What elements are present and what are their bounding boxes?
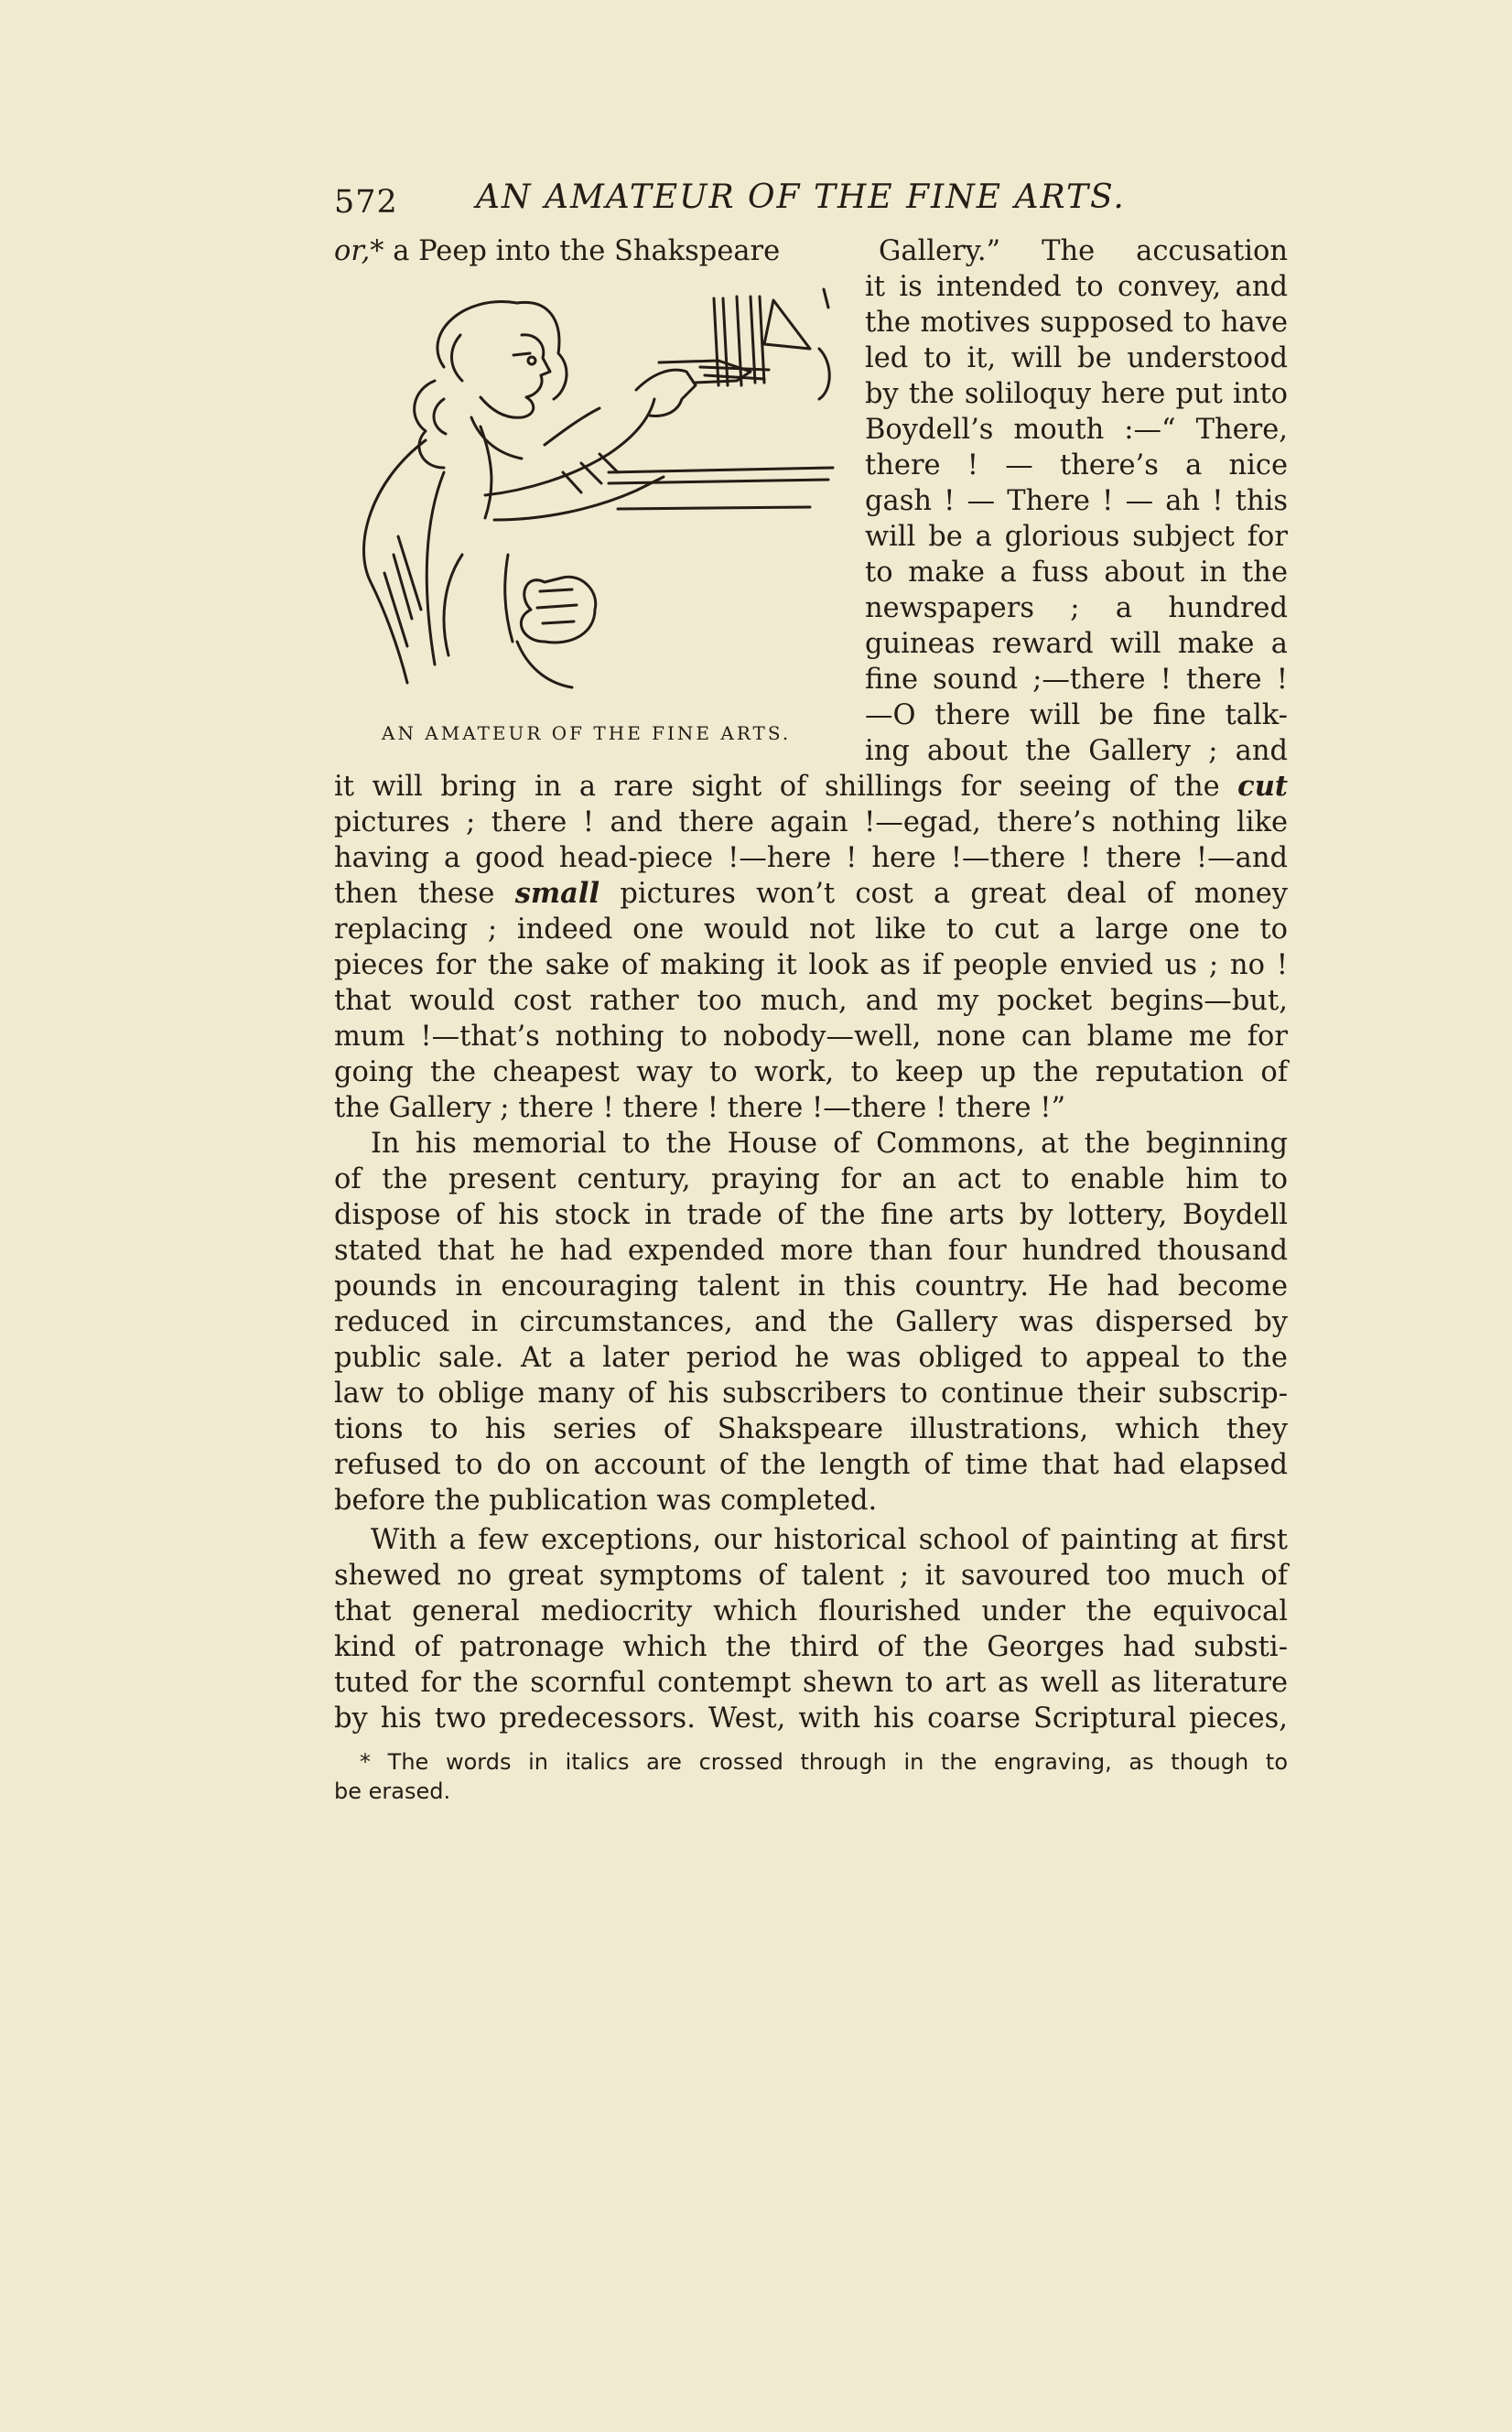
text-line: tuted for the scornful contempt shewn to art as well as literature: [334, 1667, 1288, 1699]
wrapped-text-column: [865, 269, 1288, 769]
text-line: by his two predecessors. West, with his coarse Scriptural pieces,: [334, 1702, 1288, 1735]
frame-outline: [714, 297, 741, 385]
text-line: pictures ; there ! and there again !—egad, there’s nothing like: [334, 806, 1288, 838]
opening-line: [334, 233, 1288, 269]
text-line: the Gallery ; there ! there ! there !—there ! there !”: [334, 1092, 1066, 1124]
text-line: public sale. At a later period he was obliged to appeal to the: [334, 1342, 1288, 1374]
text-line: refused to do on account of the length of time that had elapsed: [334, 1449, 1288, 1481]
book-page: [334, 178, 1288, 1806]
text-line: before the publication was completed.: [334, 1485, 878, 1517]
page-number: 572: [334, 184, 398, 221]
wrap-line: newspapers ; a hundred: [865, 592, 1288, 624]
wrap-line: it is intended to convey, and: [865, 271, 1288, 303]
text-line: tions to his series of Shakspeare illustrations, which they: [334, 1413, 1288, 1445]
text-line: going the cheapest way to work, to keep up the reputation of: [334, 1056, 1288, 1088]
text-line: stated that he had expended more than four hundred thousand: [334, 1235, 1288, 1267]
text-line: mum !—that’s nothing to nobody—well, none can blame me for: [334, 1021, 1288, 1053]
text-line: shewed no great symptoms of talent ; it savoured too much of: [334, 1560, 1288, 1592]
italic-cut: cut: [1237, 770, 1288, 803]
paragraph-historical-school: [334, 1522, 1288, 1736]
text-line: replacing ; indeed one would not like to cut a large one to: [334, 913, 1288, 946]
text-line: of the present century, praying for an act to enable him to: [334, 1163, 1288, 1195]
text-line: law to oblige many of his subscribers to continue their subscrip-: [334, 1378, 1288, 1410]
footnote: [334, 1747, 1288, 1806]
running-title: AN AMATEUR OF THE FINE ARTS.: [476, 178, 1126, 216]
text-line: pounds in encouraging talent in this country. He had become: [334, 1270, 1288, 1302]
wrap-line: fine sound ;—there ! there !: [865, 664, 1288, 696]
paragraph-soliloquy: [334, 769, 1288, 1126]
wrap-line: to make a fuss about in the: [865, 557, 1288, 589]
text-line: pieces for the sake of making it look as if people envied us ; no !: [334, 949, 1288, 981]
text-line: dispose of his stock in trade of the fine arts by lottery, Boydell: [334, 1199, 1288, 1231]
text-line: kind of patronage which the third of the Georges had substi-: [334, 1631, 1288, 1663]
wrap-line: Boydell’s mouth :—“ There,: [865, 414, 1288, 446]
text-line: that general mediocrity which flourished under the equivocal: [334, 1595, 1288, 1627]
illustration: [334, 280, 847, 706]
figure-region: [334, 269, 1288, 769]
page-header: [334, 178, 1288, 233]
cut-triangle: [764, 300, 810, 349]
wrap-line: will be a glorious subject for: [865, 521, 1288, 553]
figure-caption: AN AMATEUR OF THE FINE ARTS.: [382, 722, 792, 744]
wig-outline: [437, 302, 567, 399]
opening-right-text: Gallery.” The accusation: [879, 235, 1288, 267]
italic-small: small: [514, 877, 600, 910]
footnote-line: be erased.: [334, 1778, 451, 1804]
opening-italic: or,*: [334, 235, 384, 267]
text-line: that would cost rather too much, and my pocket begins—but,: [334, 985, 1288, 1017]
text-line: reduced in circumstances, and the Gallery was dispersed by: [334, 1306, 1288, 1338]
wrap-line: led to it, will be understood: [865, 342, 1288, 374]
wrap-line: by the soliloquy here put into: [865, 378, 1288, 410]
text-line: In his memorial to the House of Commons, at the beginning: [371, 1128, 1288, 1160]
footnote-line: * The words in italics are crossed through in the engraving, as though to: [360, 1749, 1288, 1775]
wrap-line: the motives supposed to have: [865, 307, 1288, 339]
text-line: With a few exceptions, our historical school of painting at first: [371, 1524, 1288, 1556]
text-line: having a good head-piece !—here ! here !—there ! there !—and: [334, 842, 1288, 874]
opening-text: a Peep into the Shakspeare: [383, 235, 781, 267]
paragraph-memorial: [334, 1126, 1288, 1519]
wrap-line: there ! — there’s a nice: [865, 449, 1288, 481]
fist-outline: [521, 577, 595, 643]
face-outline: [481, 335, 550, 417]
wrap-line: ing about the Gallery ; and: [865, 735, 1288, 767]
wrap-line: gash ! — There ! — ah ! this: [865, 485, 1288, 517]
text-line: it will bring in a rare sight of shillings for seeing of the cut: [334, 770, 1288, 803]
wrap-line: —O there will be fine talk-: [865, 699, 1288, 731]
text-line: then these small pictures won’t cost a great deal of money: [334, 877, 1289, 910]
wrap-line: guineas reward will make a: [865, 628, 1288, 660]
